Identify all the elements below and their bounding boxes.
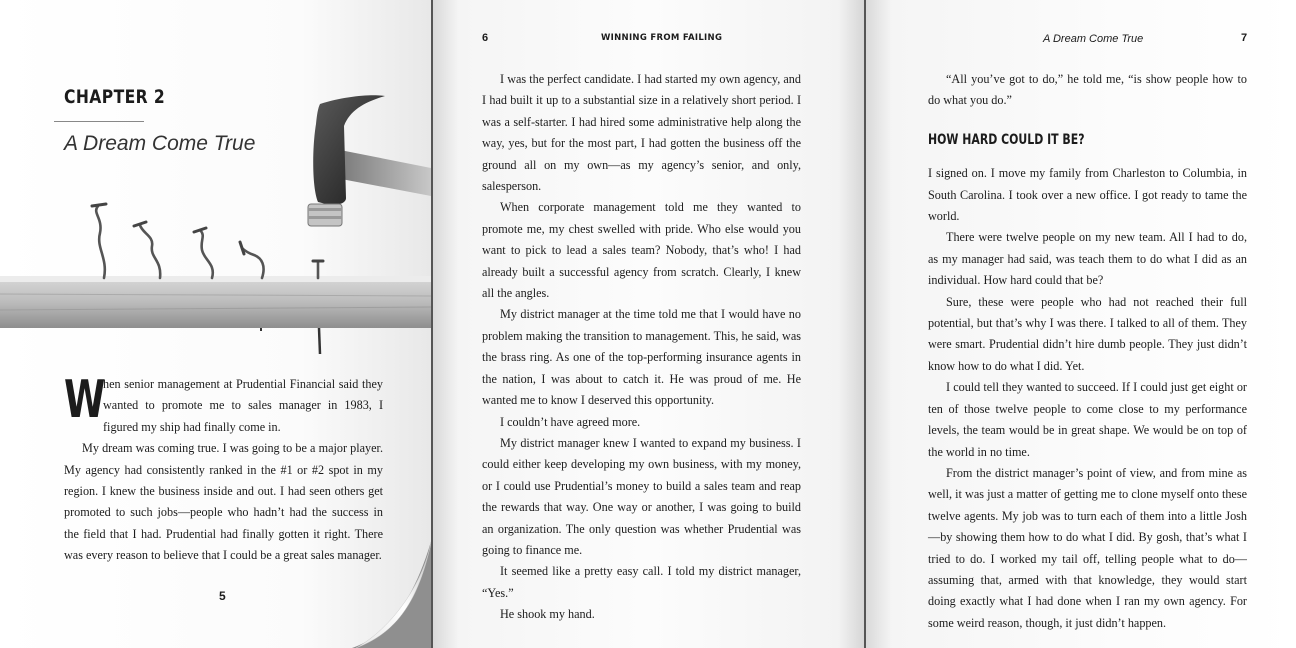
chapter-title: A Dream Come True bbox=[64, 132, 256, 155]
paragraph: He shook my hand. bbox=[500, 607, 595, 622]
left-body-text bbox=[64, 370, 383, 567]
middle-body-text bbox=[482, 69, 801, 626]
running-head-book-title: WINNING FROM FAILING bbox=[601, 33, 723, 43]
paragraph: It seemed like a pretty easy call. I told my district manager, “Yes.” bbox=[482, 564, 801, 600]
paragraph: I signed on. I move my family from Charleston to Columbia, in South Carolina. I took over a new office. I got ready to tame the world. bbox=[928, 166, 1247, 224]
hammer-nails-illustration bbox=[0, 88, 431, 363]
first-paragraph bbox=[64, 370, 383, 438]
paragraph: My district manager knew I wanted to expand my business. I could either keep developing my own business, with my money, or I could use Prudential’s money to build a sales team and reap the rewards that way. One way or another, I was going to build an organization. The only question was whether Prudential was going to finance me. bbox=[482, 435, 801, 557]
page-middle bbox=[433, 0, 864, 648]
paragraph: I couldn’t have agreed more. bbox=[500, 414, 641, 429]
wood-plank bbox=[0, 276, 431, 328]
page-right bbox=[866, 0, 1296, 648]
paragraph: I could tell they wanted to succeed. If I could just get eight or ten of those twelve people to come close to my performance levels, the team would be in great shape. We would be on top of the world in no time. bbox=[928, 380, 1247, 459]
bent-nails bbox=[92, 204, 323, 278]
paragraph: There were twelve people on my new team. All I had to do, as my manager had said, was teach them to do what I did as an individual. How hard could that be? bbox=[928, 230, 1247, 288]
page-left bbox=[0, 0, 431, 648]
chapter-label: CHAPTER 2 bbox=[64, 86, 166, 108]
paragraph: I was the perfect candidate. I had started my own agency, and I had built it up to a substantial size in a relatively short period. I was a self-starter. I had hired some administrative help along the way, yes, but for the most part, I had gotten the business off the ground all on my own—as my agency’s senior, and only, salesperson. bbox=[482, 72, 801, 194]
drop-cap: W bbox=[64, 370, 106, 430]
page-number-left: 5 bbox=[219, 589, 226, 603]
page-curl[interactable] bbox=[352, 538, 431, 648]
paragraph: Sure, these were people who had not reached their full potential, but that’s why I was there. I talked to all of them. They were smart. Prudential didn’t hire dumb people. They just didn’t know how to do what I did. Yet. bbox=[928, 294, 1247, 373]
right-body-text bbox=[928, 69, 1247, 634]
section-heading: HOW HARD COULD IT BE? bbox=[928, 131, 1085, 148]
paragraph: From the district manager’s point of view, and from mine as well, it was just a matter of getting me to clone myself onto these twelve agents. My job was to turn each of them into a little Josh—by showing them how to do what I did. By gosh, that’s what I tried to do. I worked my tail off, telling people what to do—assuming that, armed with that knowledge, they would start doing exactly what I had done when I ran my own agency. For some weird reason, though, it just didn’t happen. bbox=[928, 465, 1247, 630]
paragraph: My dream was coming true. I was going to be a major player. My agency had consistently ranked in the #1 or #2 spot in my region. I knew the business inside and out. I had seen others get promoted to such jobs—people who hadn’t had the success in the field that I had. Prudential had finally gotten it right. There was every reason to believe that I could be a great sales manager. bbox=[64, 441, 383, 563]
hammer bbox=[308, 95, 431, 226]
paragraph: My district manager at the time told me that I would have no problem making the transition to management. This, he said, was the brass ring. As one of the top-performing insurance agents in the nation, I was about to catch it. He was proud of me. He wanted me to know I deserved this opportunity. bbox=[482, 307, 801, 408]
page-number-middle: 6 bbox=[482, 32, 489, 44]
page-number-right: 7 bbox=[1241, 32, 1248, 44]
running-head-chapter-title: A Dream Come True bbox=[1043, 33, 1144, 45]
nail-protruding bbox=[319, 328, 320, 354]
paragraph: When corporate management told me they wanted to promote me, my chest swelled with pride. Who else would you want to pick to lead a sales team? Nobody, that’s who! I had already built a successful agency from scratch. Clearly, I knew all the angles. bbox=[482, 200, 801, 301]
first-paragraph-text: hen senior management at Prudential Financial said they wanted to promote me to sales manager in 1983, I figured my ship had finally come in. bbox=[103, 377, 383, 434]
paragraph: “All you’ve got to do,” he told me, “is show people how to do what you do.” bbox=[928, 72, 1247, 108]
